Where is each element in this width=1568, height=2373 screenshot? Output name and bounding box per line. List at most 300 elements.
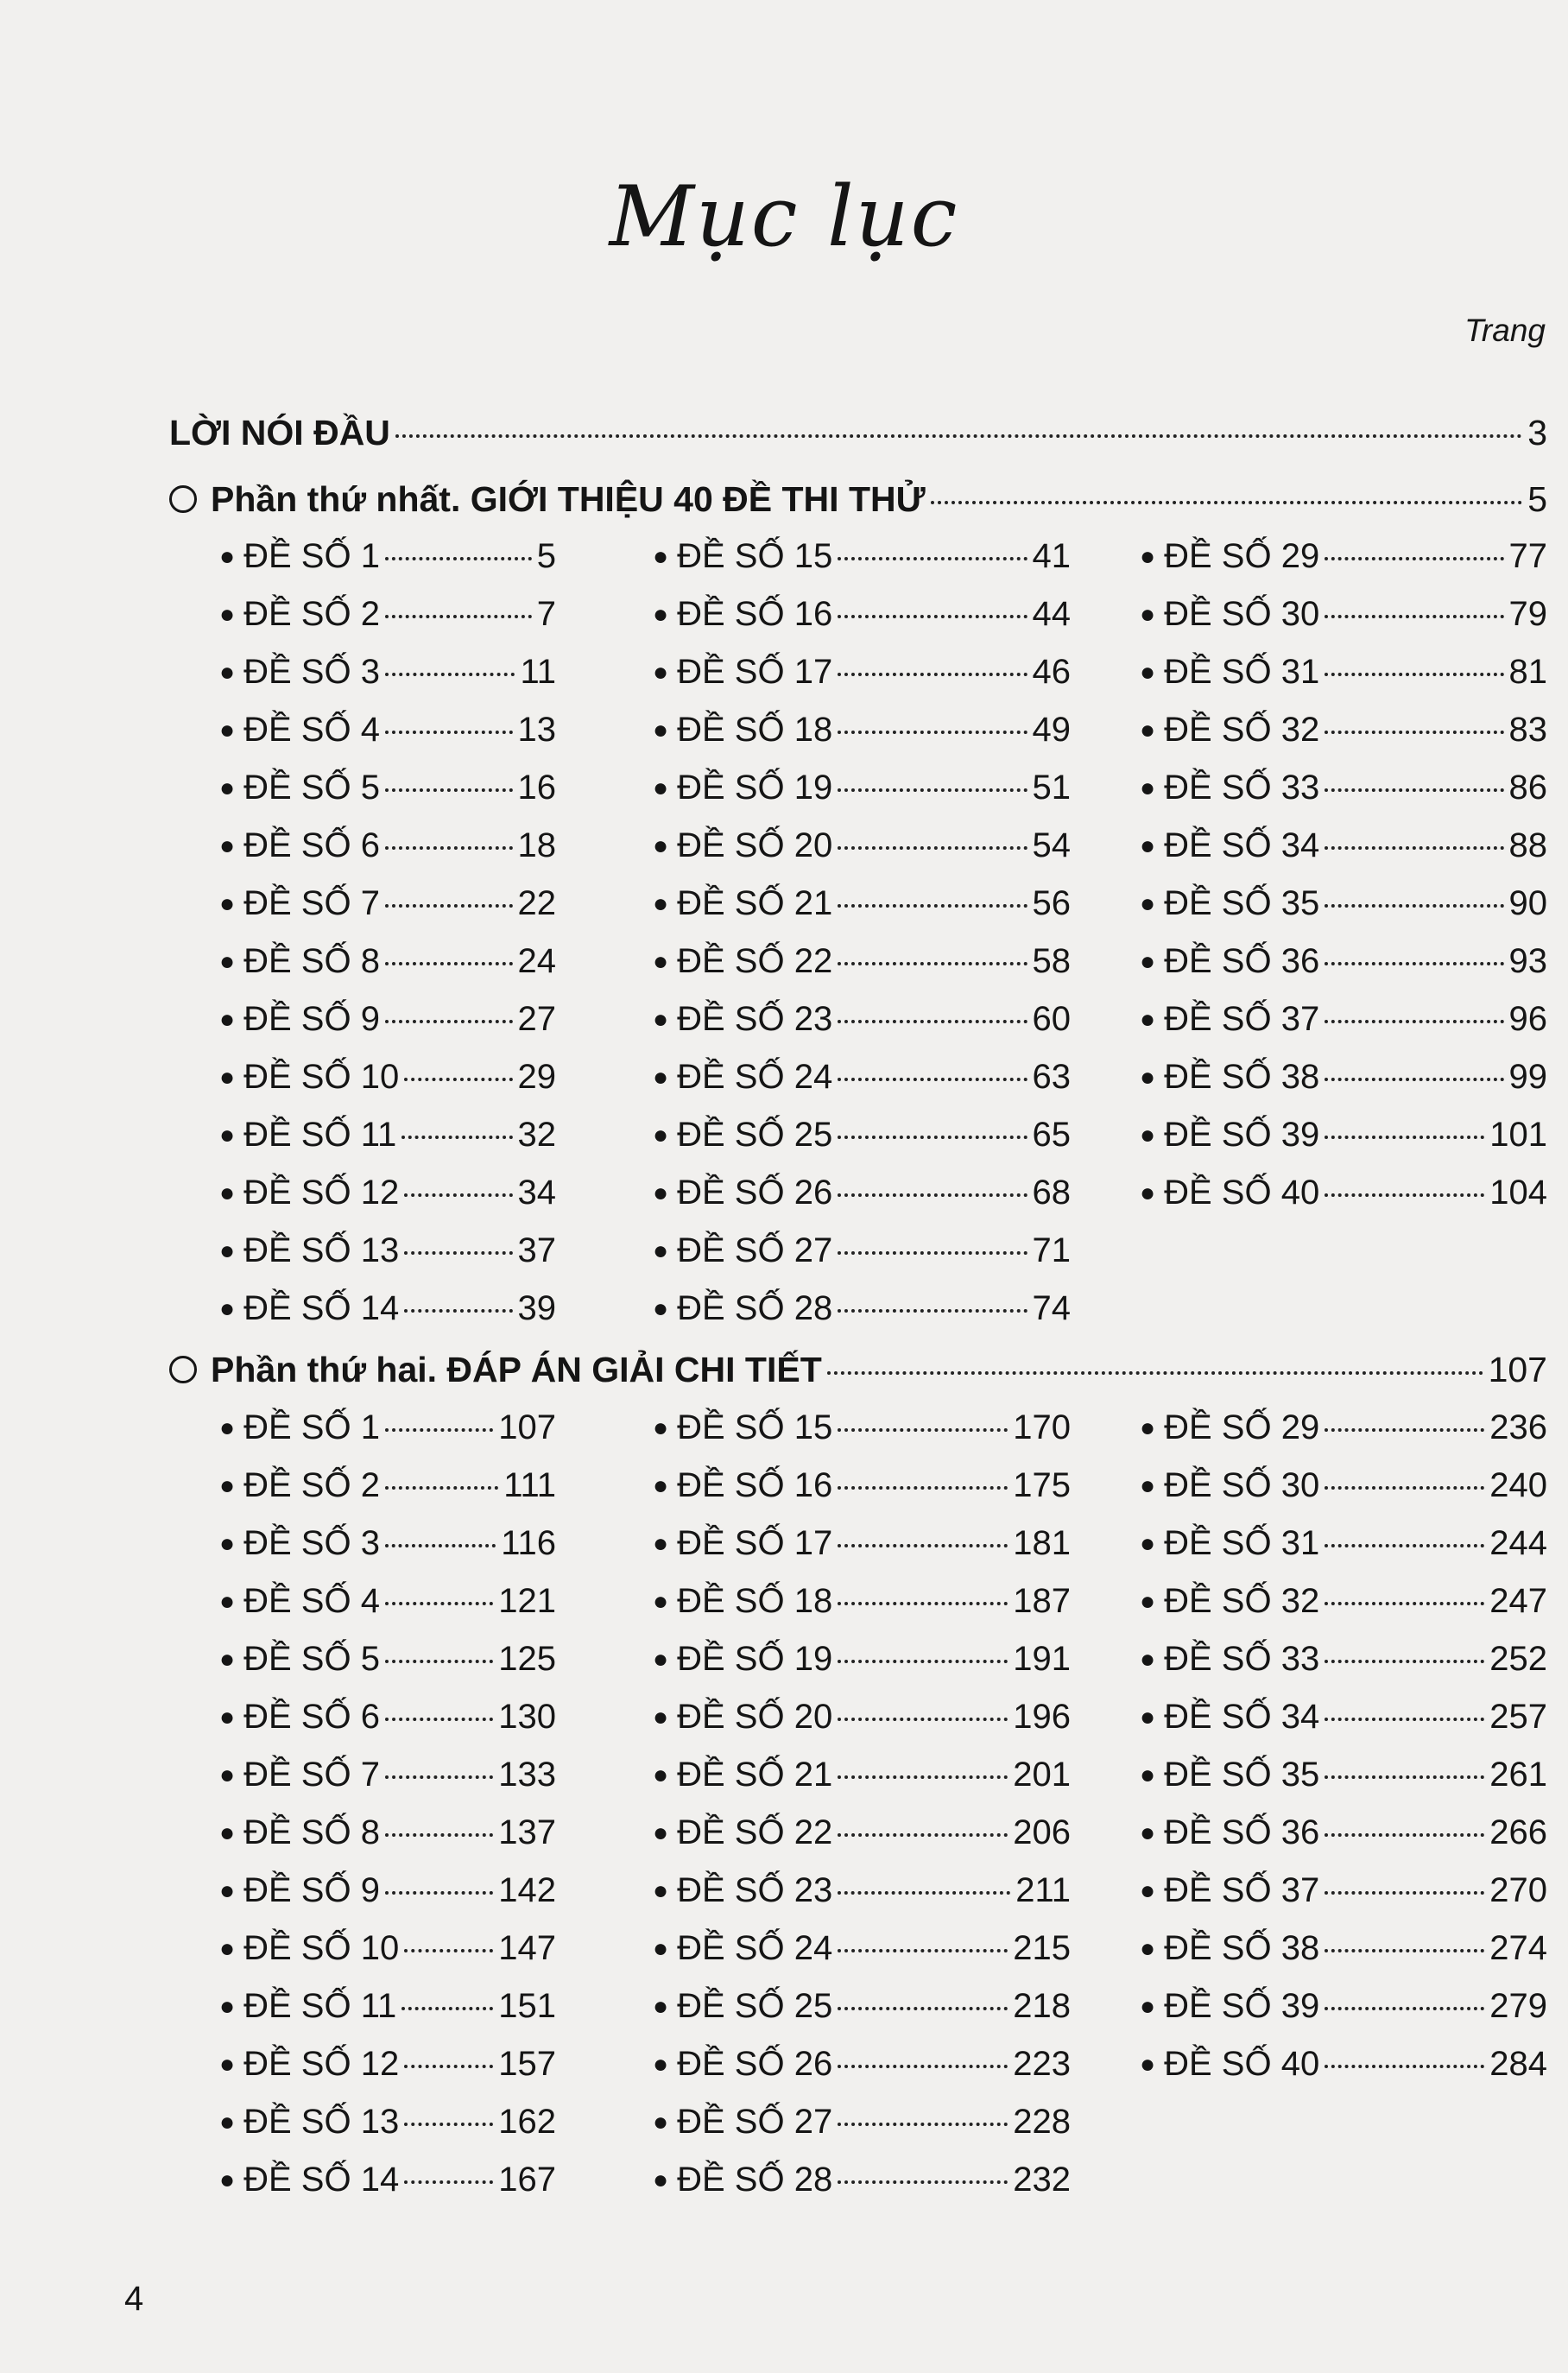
- bullet-icon: ●: [1140, 889, 1156, 918]
- toc-entry-row[interactable]: [1140, 1466, 1547, 1505]
- toc-entry-page: 88: [1508, 826, 1547, 864]
- toc-entry-row[interactable]: [653, 942, 1071, 981]
- toc-part2-row[interactable]: [169, 1350, 1547, 1390]
- toc-entry-page: 252: [1489, 1640, 1547, 1678]
- toc-entry-page: 196: [1013, 1698, 1071, 1736]
- toc-entry-label: ĐỀ SỐ 2: [243, 595, 380, 633]
- dot-leader: [1325, 1775, 1484, 1779]
- toc-entry-row[interactable]: [653, 711, 1071, 750]
- bullet-icon: ●: [1140, 1703, 1156, 1731]
- dot-leader: [838, 1775, 1008, 1779]
- toc-entry-row[interactable]: [1140, 1813, 1547, 1852]
- toc-entry-page: 46: [1032, 653, 1071, 691]
- toc-entry-row[interactable]: [653, 769, 1071, 807]
- toc-entry-label: ĐỀ SỐ 33: [1164, 769, 1320, 807]
- toc-entry-row[interactable]: [219, 1813, 556, 1852]
- bullet-icon: ●: [219, 1992, 236, 2021]
- dot-leader: [404, 2180, 493, 2184]
- dot-leader: [1325, 1949, 1484, 1952]
- dot-leader: [1325, 673, 1503, 676]
- bullet-icon: ●: [653, 889, 669, 918]
- dot-leader: [838, 1428, 1008, 1432]
- toc-entry-label: ĐỀ SỐ 38: [1164, 1058, 1320, 1096]
- toc-entry-page: 151: [498, 1987, 556, 2025]
- toc-part1-page: 5: [1527, 479, 1547, 519]
- toc-entry-page: 175: [1013, 1466, 1071, 1504]
- toc-entry-row[interactable]: [653, 537, 1071, 576]
- toc-entry-page: 107: [498, 1408, 556, 1446]
- toc-entry-row[interactable]: [219, 1058, 556, 1097]
- dot-leader: [1325, 1078, 1503, 1081]
- bullet-icon: ●: [219, 2166, 236, 2194]
- toc-entry-page: 266: [1489, 1813, 1547, 1851]
- dot-leader: [404, 1949, 493, 1952]
- bullet-icon: ●: [219, 1121, 236, 1149]
- toc-entry-label: ĐỀ SỐ 34: [1164, 1698, 1320, 1736]
- toc-entry-label: ĐỀ SỐ 8: [243, 1813, 380, 1851]
- toc-entry-page: 116: [501, 1524, 556, 1562]
- toc-entry-row[interactable]: [653, 2045, 1071, 2084]
- page-column-label: Trang: [1464, 313, 1546, 348]
- toc-preface-row[interactable]: [169, 413, 1547, 453]
- toc-entry-page: 16: [517, 769, 556, 807]
- toc-entry-label: ĐỀ SỐ 1: [243, 1408, 380, 1446]
- bullet-icon: ●: [219, 1529, 236, 1558]
- bullet-icon: ●: [1140, 832, 1156, 860]
- dot-leader: [404, 1193, 512, 1197]
- toc-entry-label: ĐỀ SỐ 37: [1164, 1871, 1320, 1909]
- toc-entry-row[interactable]: [653, 1640, 1071, 1679]
- toc-entry-label: ĐỀ SỐ 14: [243, 1289, 400, 1327]
- dot-leader: [838, 1718, 1008, 1721]
- toc-entry-row[interactable]: [653, 1698, 1071, 1737]
- toc-entry-label: ĐỀ SỐ 37: [1164, 1000, 1320, 1038]
- bullet-icon: ●: [653, 1819, 669, 1847]
- dot-leader: [838, 1193, 1027, 1197]
- toc-entry-label: ĐỀ SỐ 21: [677, 884, 833, 922]
- dot-leader: [838, 846, 1027, 850]
- dot-leader: [838, 557, 1027, 560]
- toc-entry-page: 60: [1032, 1000, 1071, 1038]
- dot-leader: [385, 1891, 493, 1895]
- toc-entry-page: 270: [1489, 1871, 1547, 1909]
- toc-entry-page: 236: [1489, 1408, 1547, 1446]
- toc-entry-row[interactable]: [219, 1582, 556, 1621]
- dot-leader: [385, 615, 532, 618]
- toc-entry-row[interactable]: [219, 1000, 556, 1039]
- toc-entry-label: ĐỀ SỐ 36: [1164, 942, 1320, 980]
- dot-leader: [1325, 962, 1503, 965]
- toc-entry-row[interactable]: [653, 2103, 1071, 2142]
- dot-leader: [395, 434, 1522, 438]
- dot-leader: [385, 904, 513, 908]
- bullet-icon: ●: [653, 1761, 669, 1789]
- toc-entry-label: ĐỀ SỐ 5: [243, 1640, 380, 1678]
- toc-entry-row[interactable]: [1140, 1524, 1547, 1563]
- toc-entry-page: 187: [1013, 1582, 1071, 1620]
- toc-entry-row[interactable]: [653, 1000, 1071, 1039]
- bullet-icon: ●: [219, 600, 236, 629]
- toc-entry-row[interactable]: [219, 1987, 556, 2026]
- toc-entry-label: ĐỀ SỐ 26: [677, 2045, 833, 2083]
- dot-leader: [404, 2123, 493, 2126]
- toc-entry-row[interactable]: [1140, 1174, 1547, 1212]
- bullet-icon: ●: [219, 832, 236, 860]
- dot-leader: [401, 1136, 512, 1139]
- toc-entry-row[interactable]: [1140, 1000, 1547, 1039]
- toc-entry-label: ĐỀ SỐ 7: [243, 1756, 380, 1794]
- toc-entry-page: 99: [1508, 1058, 1547, 1096]
- toc-entry-row[interactable]: [1140, 1929, 1547, 1968]
- toc-entry-page: 240: [1489, 1466, 1547, 1504]
- bullet-icon: ●: [219, 2050, 236, 2079]
- toc-entry-row[interactable]: [1140, 1698, 1547, 1737]
- dot-leader: [931, 501, 1523, 504]
- toc-entry-row[interactable]: [1140, 1987, 1547, 2026]
- bullet-icon: ●: [653, 1876, 669, 1905]
- toc-entry-page: 279: [1489, 1987, 1547, 2025]
- bullet-icon: ●: [1140, 1121, 1156, 1149]
- toc-entry-page: 130: [498, 1698, 556, 1736]
- toc-entry-page: 247: [1489, 1582, 1547, 1620]
- circle-bullet-icon: [169, 485, 197, 513]
- toc-entry-page: 218: [1013, 1987, 1071, 2025]
- toc-entry-row[interactable]: [1140, 942, 1547, 981]
- toc-entry-row[interactable]: [219, 2045, 556, 2084]
- bullet-icon: ●: [1140, 1414, 1156, 1442]
- toc-entry-label: ĐỀ SỐ 28: [677, 2161, 833, 2199]
- dot-leader: [838, 788, 1027, 792]
- toc-entry-label: ĐỀ SỐ 10: [243, 1058, 400, 1096]
- bullet-icon: ●: [219, 1876, 236, 1905]
- toc-entry-row[interactable]: [219, 1289, 556, 1328]
- toc-part2-page: 107: [1488, 1350, 1547, 1389]
- toc-entry-page: 63: [1032, 1058, 1071, 1096]
- bullet-icon: ●: [653, 2050, 669, 2079]
- toc-entry-row[interactable]: [1140, 711, 1547, 750]
- toc-entry-label: ĐỀ SỐ 40: [1164, 2045, 1320, 2083]
- toc-entry-row[interactable]: [1140, 1058, 1547, 1097]
- toc-entry-page: 49: [1032, 711, 1071, 749]
- toc-entry-row[interactable]: [219, 537, 556, 576]
- bullet-icon: ●: [653, 832, 669, 860]
- toc-entry-page: 133: [498, 1756, 556, 1794]
- dot-leader: [838, 615, 1027, 618]
- toc-entry-row[interactable]: [219, 1871, 556, 1910]
- bullet-icon: ●: [1140, 600, 1156, 629]
- toc-entry-row[interactable]: [653, 1929, 1071, 1968]
- dot-leader: [1325, 1833, 1484, 1837]
- toc-entry-page: 147: [498, 1929, 556, 1967]
- bullet-icon: ●: [1140, 658, 1156, 687]
- dot-leader: [1325, 2007, 1484, 2010]
- toc-entry-page: 162: [498, 2103, 556, 2141]
- toc-entry-row[interactable]: [1140, 1640, 1547, 1679]
- toc-entry-label: ĐỀ SỐ 17: [677, 653, 833, 691]
- bullet-icon: ●: [1140, 1471, 1156, 1500]
- toc-entry-label: ĐỀ SỐ 18: [677, 711, 833, 749]
- toc-entry-page: 74: [1032, 1289, 1071, 1327]
- toc-entry-row[interactable]: [653, 884, 1071, 923]
- dot-leader: [1325, 615, 1503, 618]
- toc-entry-label: ĐỀ SỐ 8: [243, 942, 380, 980]
- toc-entry-row[interactable]: [219, 1698, 556, 1737]
- toc-entry-label: ĐỀ SỐ 35: [1164, 884, 1320, 922]
- toc-entry-page: 167: [498, 2161, 556, 2199]
- bullet-icon: ●: [219, 1703, 236, 1731]
- toc-entry-label: ĐỀ SỐ 38: [1164, 1929, 1320, 1967]
- toc-entry-label: ĐỀ SỐ 22: [677, 1813, 833, 1851]
- toc-entry-row[interactable]: [219, 1231, 556, 1270]
- bullet-icon: ●: [219, 1179, 236, 1207]
- dot-leader: [838, 1136, 1027, 1139]
- toc-entry-page: 77: [1508, 537, 1547, 575]
- toc-entry-page: 284: [1489, 2045, 1547, 2083]
- toc-entry-page: 191: [1013, 1640, 1071, 1678]
- toc-entry-row[interactable]: [219, 826, 556, 865]
- bullet-icon: ●: [1140, 2050, 1156, 2079]
- toc-entry-label: ĐỀ SỐ 24: [677, 1929, 833, 1967]
- toc-entry-label: ĐỀ SỐ 17: [677, 1524, 833, 1562]
- bullet-icon: ●: [219, 889, 236, 918]
- dot-leader: [1325, 1891, 1484, 1895]
- toc-entry-row[interactable]: [653, 1871, 1071, 1910]
- toc-entry-label: ĐỀ SỐ 15: [677, 1408, 833, 1446]
- dot-leader: [1325, 1193, 1484, 1197]
- toc-entry-label: ĐỀ SỐ 23: [677, 1000, 833, 1038]
- toc-part1-label: Phần thứ nhất. GIỚI THIỆU 40 ĐỀ THI THỬ: [211, 479, 926, 519]
- dot-leader: [1325, 1136, 1484, 1139]
- bullet-icon: ●: [653, 600, 669, 629]
- toc-entry-page: 51: [1032, 769, 1071, 807]
- toc-entry-row[interactable]: [653, 1813, 1071, 1852]
- toc-entry-row[interactable]: [1140, 1756, 1547, 1794]
- toc-entry-row[interactable]: [1140, 537, 1547, 576]
- toc-entry-page: 93: [1508, 942, 1547, 980]
- bullet-icon: ●: [219, 542, 236, 571]
- dot-leader: [1325, 1486, 1484, 1490]
- toc-entry-page: 34: [517, 1174, 556, 1212]
- toc-entry-label: ĐỀ SỐ 25: [677, 1116, 833, 1154]
- toc-entry-label: ĐỀ SỐ 9: [243, 1000, 380, 1038]
- bullet-icon: ●: [653, 716, 669, 744]
- dot-leader: [838, 1602, 1008, 1605]
- dot-leader: [404, 2065, 493, 2068]
- toc-entry-page: 54: [1032, 826, 1071, 864]
- toc-entry-row[interactable]: [1140, 1408, 1547, 1447]
- bullet-icon: ●: [1140, 716, 1156, 744]
- toc-entry-label: ĐỀ SỐ 22: [677, 942, 833, 980]
- bullet-icon: ●: [1140, 1005, 1156, 1034]
- bullet-icon: ●: [219, 2108, 236, 2136]
- toc-entry-label: ĐỀ SỐ 16: [677, 595, 833, 633]
- toc-entry-row[interactable]: [219, 942, 556, 981]
- bullet-icon: ●: [653, 1294, 669, 1323]
- toc-entry-label: ĐỀ SỐ 13: [243, 2103, 400, 2141]
- toc-entry-page: 137: [498, 1813, 556, 1851]
- toc-entry-row[interactable]: [219, 1640, 556, 1679]
- bullet-icon: ●: [653, 1645, 669, 1674]
- dot-leader: [1325, 904, 1503, 908]
- toc-entry-row[interactable]: [653, 1174, 1071, 1212]
- toc-entry-row[interactable]: [1140, 1582, 1547, 1621]
- toc-entry-row[interactable]: [219, 1756, 556, 1794]
- toc-entry-label: ĐỀ SỐ 34: [1164, 826, 1320, 864]
- toc-entry-label: ĐỀ SỐ 30: [1164, 1466, 1320, 1504]
- dot-leader: [404, 1251, 512, 1255]
- toc-entry-label: ĐỀ SỐ 31: [1164, 1524, 1320, 1562]
- dot-leader: [385, 1486, 498, 1490]
- toc-entry-page: 232: [1013, 2161, 1071, 2199]
- bullet-icon: ●: [219, 1414, 236, 1442]
- toc-entry-label: ĐỀ SỐ 20: [677, 1698, 833, 1736]
- toc-entry-row[interactable]: [653, 2161, 1071, 2199]
- dot-leader: [1325, 1020, 1503, 1023]
- dot-leader: [838, 1949, 1008, 1952]
- dot-leader: [385, 1660, 493, 1663]
- toc-entry-row[interactable]: [219, 1524, 556, 1563]
- bullet-icon: ●: [653, 2166, 669, 2194]
- dot-leader: [385, 962, 513, 965]
- toc-entry-row[interactable]: [653, 1116, 1071, 1155]
- bullet-icon: ●: [653, 1992, 669, 2021]
- toc-entry-row[interactable]: [653, 1756, 1071, 1794]
- bullet-icon: ●: [219, 1237, 236, 1265]
- bullet-icon: ●: [219, 1819, 236, 1847]
- toc-entry-row[interactable]: [219, 1929, 556, 1968]
- toc-entry-row[interactable]: [1140, 826, 1547, 865]
- dot-leader: [838, 1251, 1027, 1255]
- dot-leader: [401, 2007, 493, 2010]
- toc-entry-label: ĐỀ SỐ 3: [243, 653, 380, 691]
- dot-leader: [1325, 1602, 1484, 1605]
- toc-entry-row[interactable]: [1140, 1116, 1547, 1155]
- bullet-icon: ●: [1140, 1934, 1156, 1963]
- dot-leader: [838, 2065, 1008, 2068]
- dot-leader: [838, 2180, 1008, 2184]
- toc-entry-label: ĐỀ SỐ 23: [677, 1871, 833, 1909]
- bullet-icon: ●: [653, 1179, 669, 1207]
- dot-leader: [838, 1020, 1027, 1023]
- bullet-icon: ●: [653, 947, 669, 976]
- toc-entry-row[interactable]: [1140, 653, 1547, 692]
- bullet-icon: ●: [653, 1587, 669, 1616]
- toc-entry-page: 29: [517, 1058, 556, 1096]
- toc-entry-row[interactable]: [219, 1174, 556, 1212]
- toc-entry-row[interactable]: [1140, 2045, 1547, 2084]
- toc-entry-page: 170: [1013, 1408, 1071, 1446]
- toc-entry-page: 96: [1508, 1000, 1547, 1038]
- toc-entry-row[interactable]: [653, 653, 1071, 692]
- toc-entry-row[interactable]: [219, 1408, 556, 1447]
- toc-entry-row[interactable]: [1140, 884, 1547, 923]
- toc-entry-row[interactable]: [653, 1987, 1071, 2026]
- toc-part1-row[interactable]: [169, 479, 1547, 520]
- bullet-icon: ●: [653, 1237, 669, 1265]
- toc-entry-label: ĐỀ SỐ 13: [243, 1231, 400, 1269]
- toc-entry-row[interactable]: [653, 1524, 1071, 1563]
- dot-leader: [404, 1078, 512, 1081]
- toc-entry-row[interactable]: [219, 1466, 556, 1505]
- toc-entry-page: 27: [517, 1000, 556, 1038]
- toc-entry-row[interactable]: [219, 884, 556, 923]
- toc-entry-row[interactable]: [653, 826, 1071, 865]
- dot-leader: [385, 1544, 496, 1547]
- bullet-icon: ●: [1140, 1529, 1156, 1558]
- dot-leader: [1325, 846, 1503, 850]
- toc-entry-label: ĐỀ SỐ 9: [243, 1871, 380, 1909]
- toc-entry-row[interactable]: [1140, 769, 1547, 807]
- toc-entry-row[interactable]: [1140, 595, 1547, 634]
- toc-entry-page: 244: [1489, 1524, 1547, 1562]
- bullet-icon: ●: [219, 1005, 236, 1034]
- bullet-icon: ●: [1140, 774, 1156, 802]
- toc-entry-row[interactable]: [219, 1116, 556, 1155]
- dot-leader: [838, 1891, 1010, 1895]
- toc-entry-row[interactable]: [219, 653, 556, 692]
- toc-entry-row[interactable]: [653, 1582, 1071, 1621]
- toc-entry-row[interactable]: [219, 769, 556, 807]
- toc-entry-row[interactable]: [219, 711, 556, 750]
- toc-entry-label: ĐỀ SỐ 19: [677, 1640, 833, 1678]
- toc-entry-row[interactable]: [653, 1058, 1071, 1097]
- bullet-icon: ●: [1140, 1819, 1156, 1847]
- bullet-icon: ●: [653, 658, 669, 687]
- toc-entry-label: ĐỀ SỐ 39: [1164, 1116, 1320, 1154]
- toc-entry-row[interactable]: [653, 595, 1071, 634]
- dot-leader: [385, 846, 513, 850]
- bullet-icon: ●: [653, 1005, 669, 1034]
- bullet-icon: ●: [1140, 1645, 1156, 1674]
- toc-entry-page: 223: [1013, 2045, 1071, 2083]
- toc-entry-page: 7: [536, 595, 556, 633]
- toc-entry-label: ĐỀ SỐ 6: [243, 1698, 380, 1736]
- toc-entry-row[interactable]: [653, 1289, 1071, 1328]
- toc-entry-page: 181: [1013, 1524, 1071, 1562]
- toc-entry-page: 22: [517, 884, 556, 922]
- toc-entry-label: ĐỀ SỐ 26: [677, 1174, 833, 1212]
- toc-entry-row[interactable]: [1140, 1871, 1547, 1910]
- bullet-icon: ●: [219, 658, 236, 687]
- toc-entry-row[interactable]: [219, 2103, 556, 2142]
- toc-entry-page: 86: [1508, 769, 1547, 807]
- toc-entry-row[interactable]: [653, 1408, 1071, 1447]
- toc-entry-page: 215: [1013, 1929, 1071, 1967]
- toc-entry-page: 274: [1489, 1929, 1547, 1967]
- toc-entry-label: ĐỀ SỐ 25: [677, 1987, 833, 2025]
- toc-entry-label: ĐỀ SỐ 11: [243, 1987, 397, 2025]
- dot-leader: [385, 731, 513, 734]
- toc-entry-row[interactable]: [219, 2161, 556, 2199]
- toc-entry-row[interactable]: [653, 1231, 1071, 1270]
- toc-entry-page: 125: [498, 1640, 556, 1678]
- dot-leader: [385, 1602, 493, 1605]
- toc-entry-label: ĐỀ SỐ 7: [243, 884, 380, 922]
- toc-entry-page: 56: [1032, 884, 1071, 922]
- dot-leader: [838, 1544, 1008, 1547]
- toc-entry-label: ĐỀ SỐ 2: [243, 1466, 380, 1504]
- toc-entry-page: 81: [1508, 653, 1547, 691]
- bullet-icon: ●: [219, 716, 236, 744]
- page-number: 4: [124, 2280, 144, 2318]
- toc-entry-page: 142: [498, 1871, 556, 1909]
- dot-leader: [404, 1309, 512, 1313]
- toc-entry-row[interactable]: [219, 595, 556, 634]
- toc-entry-label: ĐỀ SỐ 5: [243, 769, 380, 807]
- bullet-icon: ●: [653, 1471, 669, 1500]
- toc-entry-row[interactable]: [653, 1466, 1071, 1505]
- dot-leader: [385, 557, 532, 560]
